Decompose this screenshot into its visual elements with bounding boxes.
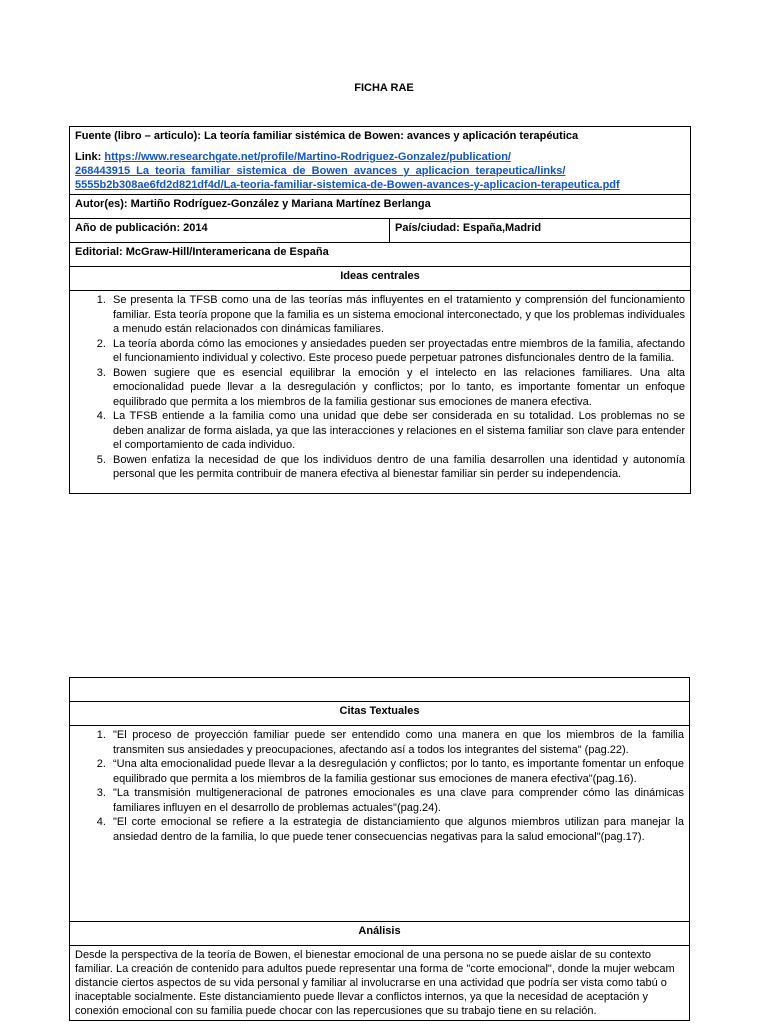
autores-row [70,195,691,219]
link-block [75,150,685,192]
citas-list [75,728,684,844]
list-item: 4. La TFSB entiende a la familia como una unidad que debe ser considerada en su totalidad. Los problemas no se deben analizar de forma aislada, ya que las interacciones y relaciones en el sistema familiar son clave para entender el comportamiento de cada individuo. [109,409,685,453]
analisis-row [70,946,690,1021]
source-link-line-2[interactable]: 268443915_La_teoria_familiar_sistemica_de_Bowen_avances_y_aplicacion_terapeutica/links/ [75,165,566,177]
list-item: 2. “Una alta emocionalidad puede llevar a la desregulación y conflictos; por lo tanto, es importante fomentar un enfoque equilibrado que permita a los miembros de la familia gestionar sus emociones de manera efectiva"(pag.16). [109,757,684,786]
list-item: 2. La teoría aborda cómo las emociones y ansiedades pueden ser proyectadas entre miembros de la familia, afectando el funcionamiento individual y colectivo. Este proceso puede perpetuar patrones disfuncionales dentro de la familia. [109,337,685,366]
autores-text: Autor(es): Martiño Rodríguez-González y Mariana Martínez Berlanga [70,195,691,219]
ideas-row [70,291,691,494]
page-title: FICHA RAE [354,82,414,94]
list-item: 3. "La transmisión multigeneracional de patrones emocionales es una clave para comprender cómo las dinámicas familiares influyen en el desarrollo de problemas actuales"(pag.24). [109,786,684,815]
fuente-row [70,127,691,195]
anio-pais-row [70,219,691,243]
link-label: Link: [75,151,105,163]
list-item: 1. "El proceso de proyección familiar puede ser entendido como una manera en que los miembros de la familia transmiten sus ansiedades y preocupaciones, afectando así a todos los integrantes del sistema" (pag.22). [109,728,684,757]
ideas-heading: Ideas centrales [70,267,691,291]
list-item: 5. Bowen enfatiza la necesidad de que los individuos dentro de una familia desarrollen una identidad y autonomía personal que les permita contribuir de manera efectiva al bienestar familiar sin perder su independencia. [109,453,685,482]
ideas-heading-row [70,267,691,291]
ficha-rae-table [69,126,691,494]
source-link-line-1[interactable]: https://www.researchgate.net/profile/Martino-Rodriguez-Gonzalez/publication/ [104,151,511,163]
editorial-text: Editorial: McGraw-Hill/Interamericana de España [70,243,691,267]
empty-cell [70,678,690,702]
list-item: 1. Se presenta la TFSB como una de las teorías más influyentes en el tratamiento y comprensión del funcionamiento familiar. Esta teoría propone que la familia es un sistema emocional interconectado, y que los problemas individuales a menudo están relacionados con dinámicas familiares. [109,293,685,337]
source-link-line-3[interactable]: 5555b2b308ae6fd2d821df4d/La-teoria-familiar-sistemica-de-Bowen-avances-y-aplicacion-terapeutica.pdf [75,179,620,191]
list-item: 3. Bowen sugiere que es esencial equilibrar la emoción y el intelecto en las relaciones familiares. Una alta emocionalidad puede llevar a la desregulación y conflictos; por lo tanto, es importante fomentar un enfoque equilibrado que permita a los miembros de la familia gestionar sus emociones de manera efectiva. [109,366,685,410]
analisis-text: Desde la perspectiva de la teoría de Bowen, el bienestar emocional de una persona no se puede aislar de su contexto familiar. La creación de contenido para adultos puede representar una forma de "corte emocional", donde la mujer webcam distancie ciertos aspectos de su vida personal y familiar al involucrarse en una actividad que podría ser vista como tabú o inaceptable socialmente. Este distanciamiento puede llevar a conflictos internos, ya que la necesidad de aceptación y conexión emocional con su familia puede chocar con las repercusiones que su trabajo tiene en su relación. [70,946,690,1021]
empty-row [70,678,690,702]
editorial-row [70,243,691,267]
citas-analisis-table [69,677,690,1021]
citas-row [70,726,690,922]
anio-text: Año de publicación: 2014 [70,219,390,243]
pais-text: País/ciudad: España,Madrid [390,219,691,243]
citas-heading: Citas Textuales [70,702,690,726]
ideas-list [75,293,685,482]
fuente-text: Fuente (libro – articulo): La teoría familiar sistémica de Bowen: avances y aplicación terapéutica [75,130,579,142]
analisis-heading: Análisis [70,922,690,946]
citas-heading-row [70,702,690,726]
analisis-heading-row [70,922,690,946]
list-item: 4. "El corte emocional se refiere a la estrategia de distanciamiento que algunos miembros utilizan para manejar la ansiedad dentro de la familia, lo que puede tener consecuencias negativas para la salud emocional"(pag.17). [109,815,684,844]
